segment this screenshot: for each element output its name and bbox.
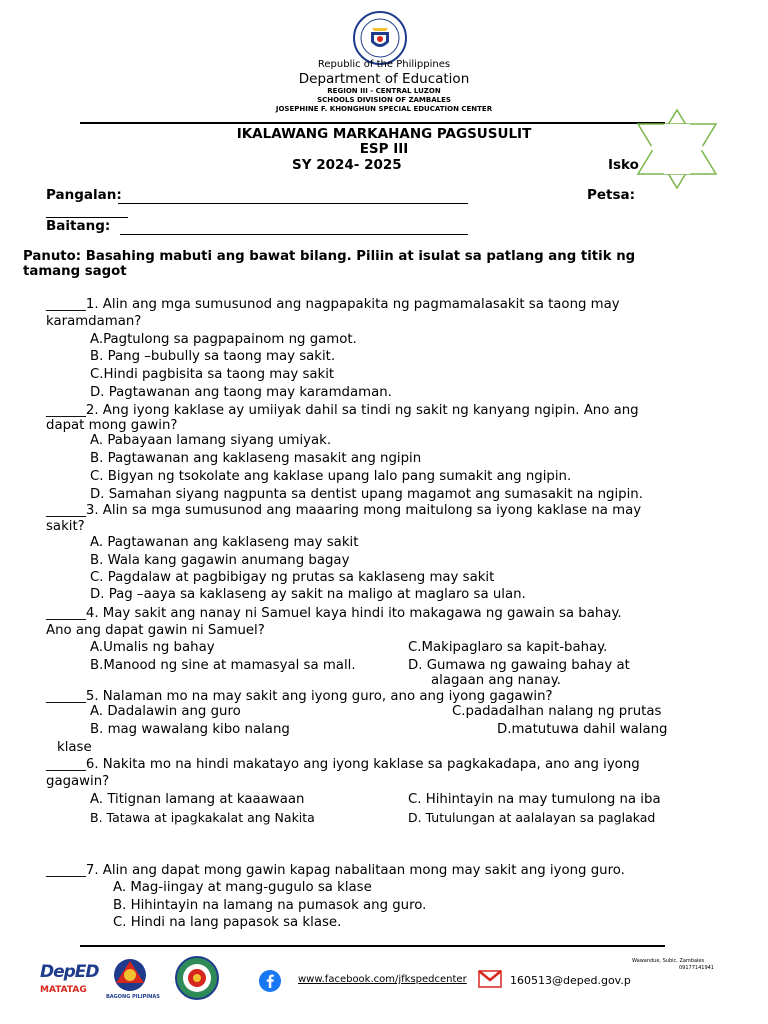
question-4-stem: ______4. May sakit ang nanay ni Samuel kaya hindi ito makagawa ng gawain sa bahay. bbox=[46, 606, 622, 621]
question-6-stem: ______6. Nakita mo na hindi makatayo ang iyong kaklase sa pagkakadapa, ano ang iyong bbox=[46, 757, 640, 772]
question-4-choice-b[interactable]: B.Manood ng sine at mamasyal sa mall. bbox=[90, 658, 356, 673]
question-5-stem: ______5. Nalaman mo na may sakit ang iyong guro, ano ang iyong gagawin? bbox=[46, 689, 553, 704]
footer-divider bbox=[80, 945, 665, 947]
question-5-choice-d[interactable]: D.matutuwa dahil walang bbox=[497, 722, 668, 737]
question-1-choice-b[interactable]: B. Pang –bubully sa taong may sakit. bbox=[90, 349, 336, 364]
question-2-stem: ______2. Ang iyong kaklase ay umiiyak dahil sa tindi ng sakit ng kanyang ngipin. Ano ang bbox=[46, 403, 639, 418]
address-line-2: 09177141941 bbox=[679, 965, 714, 971]
question-5-choice-b[interactable]: B. mag wawalang kibo nalang bbox=[90, 722, 290, 737]
gmail-icon bbox=[478, 970, 502, 988]
region-name: REGION III - CENTRAL LUZON bbox=[327, 87, 441, 95]
facebook-link[interactable]: www.facebook.com/jfkspedcenter bbox=[298, 974, 467, 985]
question-7-choice-c[interactable]: C. Hindi na lang papasok sa klase. bbox=[113, 915, 342, 930]
score-label: Isko bbox=[608, 157, 639, 173]
question-2-choice-d[interactable]: D. Samahan siyang nagpunta sa dentist upang magamot ang sumasakit na ngipin. bbox=[90, 487, 643, 502]
question-4-stem-cont: Ano ang dapat gawin ni Samuel? bbox=[46, 623, 265, 638]
question-2-choice-a[interactable]: A. Pabayaan lamang siyang umiyak. bbox=[90, 433, 332, 448]
question-1-stem: ______1. Alin ang mga sumusunod ang nagpapakita ng pagmamalasakit sa taong may bbox=[46, 297, 620, 312]
grade-line bbox=[120, 234, 468, 235]
question-6-choice-a[interactable]: A. Titignan lamang at kaaawaan bbox=[90, 792, 305, 807]
school-name: JOSEPHINE F. KHONGHUN SPECIAL EDUCATION CENTER bbox=[275, 105, 493, 113]
question-4-choice-a[interactable]: A.Umalis ng bahay bbox=[90, 640, 215, 655]
question-4-choice-d[interactable]: D. Gumawa ng gawaing bahay at bbox=[408, 658, 630, 673]
exam-title: IKALAWANG MARKAHANG PAGSUSULIT bbox=[236, 126, 532, 142]
question-1-choice-d[interactable]: D. Pagtawanan ang taong may karamdaman. bbox=[90, 385, 392, 400]
facebook-icon bbox=[259, 970, 281, 992]
question-6-choice-b[interactable]: B. Tatawa at ipagkakalat ang Nakita bbox=[90, 810, 315, 825]
question-1-choice-c[interactable]: C.Hindi pagbisita sa taong may sakit bbox=[90, 367, 335, 382]
country-name: Republic of the Philippines bbox=[317, 59, 451, 70]
division-name: SCHOOLS DIVISION OF ZAMBALES bbox=[317, 96, 451, 104]
question-5-choice-d-cont: klase bbox=[57, 740, 92, 755]
email-address[interactable]: 160513@deped.gov.p bbox=[510, 974, 631, 987]
matatag-logo: MATATAG bbox=[40, 985, 87, 995]
question-7-stem: ______7. Alin ang dapat mong gawin kapag nabalitaan mong may sakit ang iyong guro. bbox=[46, 863, 625, 878]
question-7-choice-b[interactable]: B. Hihintayin na lamang na pumasok ang guro. bbox=[113, 898, 427, 913]
question-2-choice-c[interactable]: C. Bigyan ng tsokolate ang kaklase upang lalo pang sumakit ang ngipin. bbox=[90, 469, 572, 484]
department-name: Department of Education bbox=[298, 71, 470, 87]
school-seal-icon bbox=[174, 955, 220, 1001]
star-icon bbox=[630, 108, 724, 190]
grade-field[interactable] bbox=[46, 218, 110, 234]
question-3-choice-b[interactable]: B. Wala kang gagawin anumang bagay bbox=[90, 553, 350, 568]
question-6-stem-cont: gagawin? bbox=[46, 774, 110, 789]
deped-logo: DepED bbox=[40, 962, 99, 982]
grade-label: Baitang: bbox=[46, 218, 111, 234]
question-4-choice-c[interactable]: C.Makipaglaro sa kapit-bahay. bbox=[408, 640, 608, 655]
subject-title: ESP III bbox=[359, 141, 409, 157]
name-label: Pangalan: bbox=[46, 187, 122, 203]
question-6-choice-c[interactable]: C. Hihintayin na may tumulong na iba bbox=[408, 792, 661, 807]
question-3-stem-cont: sakit? bbox=[46, 519, 85, 534]
question-1-stem-cont: karamdaman? bbox=[46, 314, 142, 329]
header-divider bbox=[80, 122, 665, 124]
deped-seal-icon bbox=[352, 10, 408, 66]
question-2-choice-b[interactable]: B. Pagtawanan ang kaklaseng masakit ang ngipin bbox=[90, 451, 422, 466]
question-3-choice-c[interactable]: C. Pagdalaw at pagbibigay ng prutas sa kaklaseng may sakit bbox=[90, 570, 495, 585]
instructions-line-2: tamang sagot bbox=[23, 264, 127, 279]
question-4-choice-d-cont: alagaan ang nanay. bbox=[431, 673, 561, 688]
bagong-pilipinas-icon bbox=[106, 955, 154, 995]
date-field[interactable] bbox=[587, 187, 635, 203]
question-3-stem: ______3. Alin sa mga sumusunod ang maaaring mong maitulong sa iyong kaklase na may bbox=[46, 503, 642, 518]
bagong-pilipinas-label: BAGONG PILIPINAS bbox=[106, 994, 160, 1000]
instructions-line-1: Panuto: Basahing mabuti ang bawat bilang. Piliin at isulat sa patlang ang titik ng bbox=[23, 249, 636, 264]
question-1-choice-a[interactable]: A.Pagtulong sa pagpapainom ng gamot. bbox=[90, 332, 357, 347]
address-line-1: Wawandue, Subic, Zambales bbox=[632, 958, 705, 964]
question-6-choice-d[interactable]: D. Tutulungan at aalalayan sa paglakad bbox=[408, 810, 656, 825]
date-label: Petsa: bbox=[587, 187, 636, 203]
question-3-choice-a[interactable]: A. Pagtawanan ang kaklaseng may sakit bbox=[90, 535, 359, 550]
question-5-choice-a[interactable]: A. Dadalawin ang guro bbox=[90, 704, 241, 719]
question-5-choice-c[interactable]: C.padadalhan nalang ng prutas bbox=[452, 704, 662, 719]
question-3-choice-d[interactable]: D. Pag –aaya sa kaklaseng ay sakit na maligo at maglaro sa ulan. bbox=[90, 587, 526, 602]
question-2-stem-cont: dapat mong gawin? bbox=[46, 418, 178, 433]
school-year: SY 2024- 2025 bbox=[292, 157, 402, 173]
name-field[interactable] bbox=[46, 187, 122, 203]
name-line bbox=[118, 203, 468, 204]
question-7-choice-a[interactable]: A. Mag-iingay at mang-gugulo sa klase bbox=[113, 880, 372, 895]
